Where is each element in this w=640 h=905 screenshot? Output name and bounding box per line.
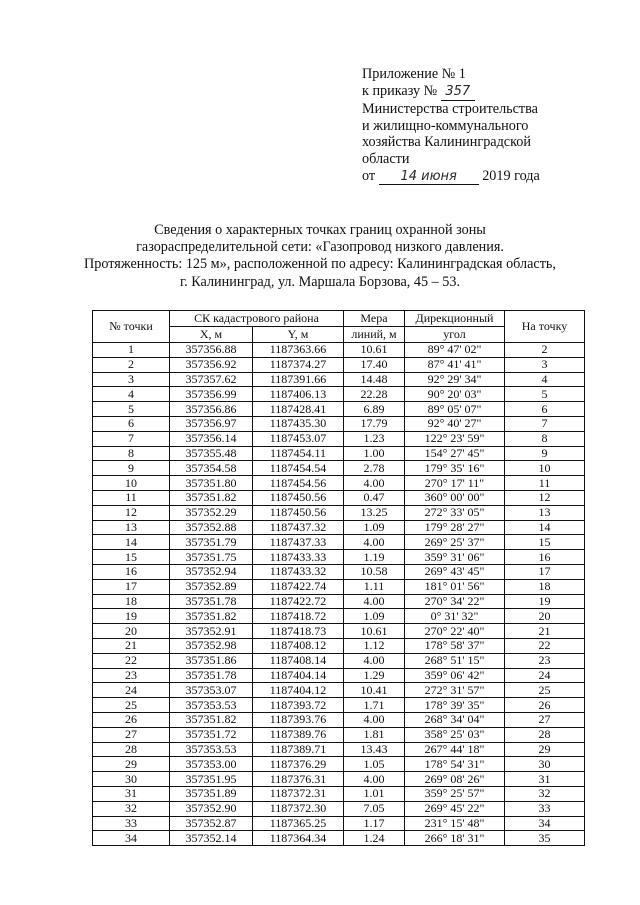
direction-angle-cell: 179° 35' 16" xyxy=(405,461,505,476)
line-length-cell: 14.48 xyxy=(344,372,405,387)
direction-angle-cell: 269° 25' 37" xyxy=(405,535,505,550)
direction-angle-cell: 231° 15' 48" xyxy=(405,816,505,831)
x-coordinate-cell: 357351.82 xyxy=(170,712,253,727)
x-coordinate-cell: 357352.94 xyxy=(170,564,253,579)
line-length-cell: 1.01 xyxy=(344,786,405,801)
to-point-cell: 34 xyxy=(505,816,585,831)
direction-angle-cell: 270° 34' 22" xyxy=(405,594,505,609)
x-coordinate-cell: 357351.82 xyxy=(170,609,253,624)
to-point-cell: 12 xyxy=(505,490,585,505)
header-length-line1: Мера xyxy=(344,311,405,327)
table-row xyxy=(93,638,585,653)
x-coordinate-cell: 357357.62 xyxy=(170,372,253,387)
table-row xyxy=(93,564,585,579)
to-point-cell: 25 xyxy=(505,683,585,698)
direction-angle-cell: 267° 44' 18" xyxy=(405,742,505,757)
y-coordinate-cell: 1187364.34 xyxy=(253,831,344,846)
table-row xyxy=(93,520,585,535)
to-point-cell: 23 xyxy=(505,653,585,668)
line-length-cell: 1.09 xyxy=(344,609,405,624)
table-row xyxy=(93,535,585,550)
y-coordinate-cell: 1187418.72 xyxy=(253,609,344,624)
to-point-cell: 5 xyxy=(505,387,585,402)
boundary-points-table xyxy=(92,310,585,846)
direction-angle-cell: 360° 00' 00" xyxy=(405,490,505,505)
x-coordinate-cell: 357351.89 xyxy=(170,786,253,801)
point-number-cell: 18 xyxy=(93,594,170,609)
table-body xyxy=(93,343,585,846)
line-length-cell: 1.09 xyxy=(344,520,405,535)
to-point-cell: 31 xyxy=(505,772,585,787)
to-point-cell: 27 xyxy=(505,712,585,727)
to-point-cell: 24 xyxy=(505,668,585,683)
direction-angle-cell: 181° 01' 56" xyxy=(405,579,505,594)
direction-angle-cell: 92° 40' 27" xyxy=(405,416,505,431)
line-length-cell: 10.61 xyxy=(344,343,405,358)
point-number-cell: 6 xyxy=(93,416,170,431)
y-coordinate-cell: 1187453.07 xyxy=(253,431,344,446)
to-point-cell: 28 xyxy=(505,727,585,742)
direction-angle-cell: 269° 08' 26" xyxy=(405,772,505,787)
annex-ministry-line4: области xyxy=(362,150,410,167)
to-point-cell: 14 xyxy=(505,520,585,535)
point-number-cell: 29 xyxy=(93,757,170,772)
table-row xyxy=(93,416,585,431)
direction-angle-cell: 359° 06' 42" xyxy=(405,668,505,683)
y-coordinate-cell: 1187422.72 xyxy=(253,594,344,609)
line-length-cell: 1.71 xyxy=(344,698,405,713)
direction-angle-cell: 359° 31' 06" xyxy=(405,550,505,565)
to-point-cell: 11 xyxy=(505,476,585,491)
line-length-cell: 6.89 xyxy=(344,402,405,417)
heading-line-2: газораспределительной сети: «Газопровод низкого давления. xyxy=(136,239,504,256)
direction-angle-cell: 269° 45' 22" xyxy=(405,801,505,816)
annex-order-prefix: к приказу № xyxy=(362,82,438,99)
point-number-cell: 26 xyxy=(93,712,170,727)
x-coordinate-cell: 357351.86 xyxy=(170,653,253,668)
direction-angle-cell: 154° 27' 45" xyxy=(405,446,505,461)
table-row xyxy=(93,801,585,816)
line-length-cell: 1.24 xyxy=(344,831,405,846)
x-coordinate-cell: 357351.75 xyxy=(170,550,253,565)
x-coordinate-cell: 357356.88 xyxy=(170,343,253,358)
line-length-cell: 13.25 xyxy=(344,505,405,520)
point-number-cell: 34 xyxy=(93,831,170,846)
line-length-cell: 1.11 xyxy=(344,579,405,594)
to-point-cell: 7 xyxy=(505,416,585,431)
line-length-cell: 22.28 xyxy=(344,387,405,402)
to-point-cell: 17 xyxy=(505,564,585,579)
line-length-cell: 4.00 xyxy=(344,772,405,787)
table-row xyxy=(93,490,585,505)
y-coordinate-cell: 1187454.11 xyxy=(253,446,344,461)
point-number-cell: 3 xyxy=(93,372,170,387)
direction-angle-cell: 272° 33' 05" xyxy=(405,505,505,520)
to-point-cell: 29 xyxy=(505,742,585,757)
y-coordinate-cell: 1187376.29 xyxy=(253,757,344,772)
to-point-cell: 18 xyxy=(505,579,585,594)
heading-line-4: г. Калининград, ул. Маршала Борзова, 45 – 53. xyxy=(179,273,461,290)
direction-angle-cell: 89° 05' 07" xyxy=(405,402,505,417)
to-point-cell: 32 xyxy=(505,786,585,801)
y-coordinate-cell: 1187365.25 xyxy=(253,816,344,831)
header-length-line2: линий, м xyxy=(344,327,405,343)
x-coordinate-cell: 357352.88 xyxy=(170,520,253,535)
header-to-point: На точку xyxy=(505,311,585,343)
x-coordinate-cell: 357353.53 xyxy=(170,698,253,713)
to-point-cell: 22 xyxy=(505,638,585,653)
to-point-cell: 3 xyxy=(505,357,585,372)
point-number-cell: 32 xyxy=(93,801,170,816)
table-row xyxy=(93,372,585,387)
to-point-cell: 13 xyxy=(505,505,585,520)
point-number-cell: 24 xyxy=(93,683,170,698)
line-length-cell: 4.00 xyxy=(344,594,405,609)
x-coordinate-cell: 357352.98 xyxy=(170,638,253,653)
direction-angle-cell: 266° 18' 31" xyxy=(405,831,505,846)
y-coordinate-cell: 1187437.33 xyxy=(253,535,344,550)
point-number-cell: 31 xyxy=(93,786,170,801)
to-point-cell: 9 xyxy=(505,446,585,461)
direction-angle-cell: 89° 47' 02" xyxy=(405,343,505,358)
annex-order-line xyxy=(362,83,602,102)
line-length-cell: 4.00 xyxy=(344,476,405,491)
annex-title: Приложение № 1 xyxy=(362,66,466,82)
direction-angle-cell: 0° 31' 32" xyxy=(405,609,505,624)
heading-line-3: Протяженность: 125 м», расположенной по адресу: Калининградская область, xyxy=(84,256,556,273)
direction-angle-cell: 268° 51' 15" xyxy=(405,653,505,668)
line-length-cell: 1.23 xyxy=(344,431,405,446)
to-point-cell: 4 xyxy=(505,372,585,387)
y-coordinate-cell: 1187406.13 xyxy=(253,387,344,402)
heading-line-1: Сведения о характерных точках границ охранной зоны xyxy=(154,222,486,238)
document-heading xyxy=(40,222,600,291)
table-row xyxy=(93,609,585,624)
x-coordinate-cell: 357355.48 xyxy=(170,446,253,461)
y-coordinate-cell: 1187422.74 xyxy=(253,579,344,594)
table-row xyxy=(93,505,585,520)
point-number-cell: 33 xyxy=(93,816,170,831)
x-coordinate-cell: 357356.99 xyxy=(170,387,253,402)
x-coordinate-cell: 357351.79 xyxy=(170,535,253,550)
x-coordinate-cell: 357351.72 xyxy=(170,727,253,742)
direction-angle-cell: 359° 25' 57" xyxy=(405,786,505,801)
y-coordinate-cell: 1187404.12 xyxy=(253,683,344,698)
x-coordinate-cell: 357352.91 xyxy=(170,624,253,639)
to-point-cell: 16 xyxy=(505,550,585,565)
annex-date-suffix: 2019 года xyxy=(482,167,540,184)
point-number-cell: 25 xyxy=(93,698,170,713)
point-number-cell: 5 xyxy=(93,402,170,417)
y-coordinate-cell: 1187435.30 xyxy=(253,416,344,431)
y-coordinate-cell: 1187433.32 xyxy=(253,564,344,579)
y-coordinate-cell: 1187428.41 xyxy=(253,402,344,417)
annex-ministry-line3: хозяйства Калининградской xyxy=(362,134,531,151)
table-row xyxy=(93,668,585,683)
line-length-cell: 1.00 xyxy=(344,446,405,461)
to-point-cell: 30 xyxy=(505,757,585,772)
x-coordinate-cell: 357352.29 xyxy=(170,505,253,520)
to-point-cell: 8 xyxy=(505,431,585,446)
line-length-cell: 4.00 xyxy=(344,653,405,668)
y-coordinate-cell: 1187418.73 xyxy=(253,624,344,639)
to-point-cell: 33 xyxy=(505,801,585,816)
point-number-cell: 10 xyxy=(93,476,170,491)
point-number-cell: 2 xyxy=(93,357,170,372)
x-coordinate-cell: 357352.87 xyxy=(170,816,253,831)
y-coordinate-cell: 1187437.32 xyxy=(253,520,344,535)
point-number-cell: 9 xyxy=(93,461,170,476)
to-point-cell: 20 xyxy=(505,609,585,624)
header-coordinate-system: СК кадастрового района xyxy=(170,311,344,327)
x-coordinate-cell: 357351.80 xyxy=(170,476,253,491)
table-row xyxy=(93,624,585,639)
x-coordinate-cell: 357351.95 xyxy=(170,772,253,787)
line-length-cell: 1.29 xyxy=(344,668,405,683)
y-coordinate-cell: 1187408.12 xyxy=(253,638,344,653)
table-row xyxy=(93,712,585,727)
point-number-cell: 17 xyxy=(93,579,170,594)
annex-block xyxy=(362,66,602,185)
table-row xyxy=(93,461,585,476)
point-number-cell: 1 xyxy=(93,343,170,358)
line-length-cell: 4.00 xyxy=(344,535,405,550)
header-direction-line2: угол xyxy=(405,327,505,343)
annex-date-prefix: от xyxy=(362,167,376,184)
x-coordinate-cell: 357356.86 xyxy=(170,402,253,417)
line-length-cell: 1.81 xyxy=(344,727,405,742)
x-coordinate-cell: 357356.97 xyxy=(170,416,253,431)
line-length-cell: 4.00 xyxy=(344,712,405,727)
point-number-cell: 4 xyxy=(93,387,170,402)
y-coordinate-cell: 1187372.31 xyxy=(253,786,344,801)
direction-angle-cell: 92° 29' 34" xyxy=(405,372,505,387)
y-coordinate-cell: 1187450.56 xyxy=(253,505,344,520)
point-number-cell: 7 xyxy=(93,431,170,446)
x-coordinate-cell: 357351.82 xyxy=(170,490,253,505)
point-number-cell: 19 xyxy=(93,609,170,624)
table-row xyxy=(93,343,585,358)
line-length-cell: 1.05 xyxy=(344,757,405,772)
table-row xyxy=(93,816,585,831)
table-row xyxy=(93,357,585,372)
x-coordinate-cell: 357354.58 xyxy=(170,461,253,476)
direction-angle-cell: 272° 31' 57" xyxy=(405,683,505,698)
table-row xyxy=(93,446,585,461)
table-row xyxy=(93,653,585,668)
point-number-cell: 22 xyxy=(93,653,170,668)
line-length-cell: 2.78 xyxy=(344,461,405,476)
y-coordinate-cell: 1187389.71 xyxy=(253,742,344,757)
point-number-cell: 28 xyxy=(93,742,170,757)
point-number-cell: 15 xyxy=(93,550,170,565)
annex-ministry-line2: и жилищно-коммунального xyxy=(362,117,529,134)
line-length-cell: 10.41 xyxy=(344,683,405,698)
table-row xyxy=(93,594,585,609)
to-point-cell: 21 xyxy=(505,624,585,639)
y-coordinate-cell: 1187372.30 xyxy=(253,801,344,816)
table-row xyxy=(93,579,585,594)
point-number-cell: 13 xyxy=(93,520,170,535)
line-length-cell: 0.47 xyxy=(344,490,405,505)
direction-angle-cell: 358° 25' 03" xyxy=(405,727,505,742)
point-number-cell: 27 xyxy=(93,727,170,742)
point-number-cell: 8 xyxy=(93,446,170,461)
table-row xyxy=(93,786,585,801)
direction-angle-cell: 270° 22' 40" xyxy=(405,624,505,639)
x-coordinate-cell: 357352.89 xyxy=(170,579,253,594)
table-row xyxy=(93,742,585,757)
direction-angle-cell: 178° 58' 37" xyxy=(405,638,505,653)
direction-angle-cell: 90° 20' 03" xyxy=(405,387,505,402)
date-handwritten: 14 июня xyxy=(379,170,479,185)
direction-angle-cell: 178° 39' 35" xyxy=(405,698,505,713)
direction-angle-cell: 269° 43' 45" xyxy=(405,564,505,579)
line-length-cell: 17.79 xyxy=(344,416,405,431)
table-row xyxy=(93,757,585,772)
x-coordinate-cell: 357352.14 xyxy=(170,831,253,846)
y-coordinate-cell: 1187389.76 xyxy=(253,727,344,742)
point-number-cell: 30 xyxy=(93,772,170,787)
annex-date-line xyxy=(362,168,602,185)
y-coordinate-cell: 1187374.27 xyxy=(253,357,344,372)
line-length-cell: 1.17 xyxy=(344,816,405,831)
y-coordinate-cell: 1187404.14 xyxy=(253,668,344,683)
point-number-cell: 20 xyxy=(93,624,170,639)
table-row xyxy=(93,698,585,713)
y-coordinate-cell: 1187454.54 xyxy=(253,461,344,476)
line-length-cell: 7.05 xyxy=(344,801,405,816)
header-point-number: № точки xyxy=(93,311,170,343)
order-number-handwritten: 357 xyxy=(441,84,475,102)
to-point-cell: 26 xyxy=(505,698,585,713)
point-number-cell: 11 xyxy=(93,490,170,505)
line-length-cell: 10.58 xyxy=(344,564,405,579)
table-row xyxy=(93,683,585,698)
direction-angle-cell: 87° 41' 41" xyxy=(405,357,505,372)
y-coordinate-cell: 1187408.14 xyxy=(253,653,344,668)
point-number-cell: 14 xyxy=(93,535,170,550)
table-row xyxy=(93,727,585,742)
y-coordinate-cell: 1187391.66 xyxy=(253,372,344,387)
x-coordinate-cell: 357353.07 xyxy=(170,683,253,698)
x-coordinate-cell: 357352.90 xyxy=(170,801,253,816)
y-coordinate-cell: 1187393.72 xyxy=(253,698,344,713)
point-number-cell: 12 xyxy=(93,505,170,520)
x-coordinate-cell: 357351.78 xyxy=(170,668,253,683)
line-length-cell: 1.19 xyxy=(344,550,405,565)
to-point-cell: 19 xyxy=(505,594,585,609)
table-row xyxy=(93,550,585,565)
annex-ministry-line1: Министерства строительства xyxy=(362,101,538,118)
line-length-cell: 1.12 xyxy=(344,638,405,653)
table-row xyxy=(93,431,585,446)
x-coordinate-cell: 357351.78 xyxy=(170,594,253,609)
y-coordinate-cell: 1187433.33 xyxy=(253,550,344,565)
line-length-cell: 17.40 xyxy=(344,357,405,372)
table-row xyxy=(93,476,585,491)
y-coordinate-cell: 1187376.31 xyxy=(253,772,344,787)
table-row xyxy=(93,772,585,787)
line-length-cell: 13.43 xyxy=(344,742,405,757)
point-number-cell: 21 xyxy=(93,638,170,653)
table-row xyxy=(93,387,585,402)
header-direction-line1: Дирекционный xyxy=(405,311,505,327)
direction-angle-cell: 268° 34' 04" xyxy=(405,712,505,727)
table-row xyxy=(93,831,585,846)
to-point-cell: 35 xyxy=(505,831,585,846)
to-point-cell: 6 xyxy=(505,402,585,417)
header-y: Y, м xyxy=(253,327,344,343)
x-coordinate-cell: 357356.92 xyxy=(170,357,253,372)
to-point-cell: 2 xyxy=(505,343,585,358)
y-coordinate-cell: 1187393.76 xyxy=(253,712,344,727)
y-coordinate-cell: 1187454.56 xyxy=(253,476,344,491)
table-row xyxy=(93,402,585,417)
direction-angle-cell: 178° 54' 31" xyxy=(405,757,505,772)
x-coordinate-cell: 357353.00 xyxy=(170,757,253,772)
header-x: X, м xyxy=(170,327,253,343)
x-coordinate-cell: 357353.53 xyxy=(170,742,253,757)
line-length-cell: 10.61 xyxy=(344,624,405,639)
to-point-cell: 15 xyxy=(505,535,585,550)
point-number-cell: 16 xyxy=(93,564,170,579)
direction-angle-cell: 179° 28' 27" xyxy=(405,520,505,535)
direction-angle-cell: 270° 17' 11" xyxy=(405,476,505,491)
to-point-cell: 10 xyxy=(505,461,585,476)
y-coordinate-cell: 1187363.66 xyxy=(253,343,344,358)
y-coordinate-cell: 1187450.56 xyxy=(253,490,344,505)
x-coordinate-cell: 357356.14 xyxy=(170,431,253,446)
direction-angle-cell: 122° 23' 59" xyxy=(405,431,505,446)
point-number-cell: 23 xyxy=(93,668,170,683)
